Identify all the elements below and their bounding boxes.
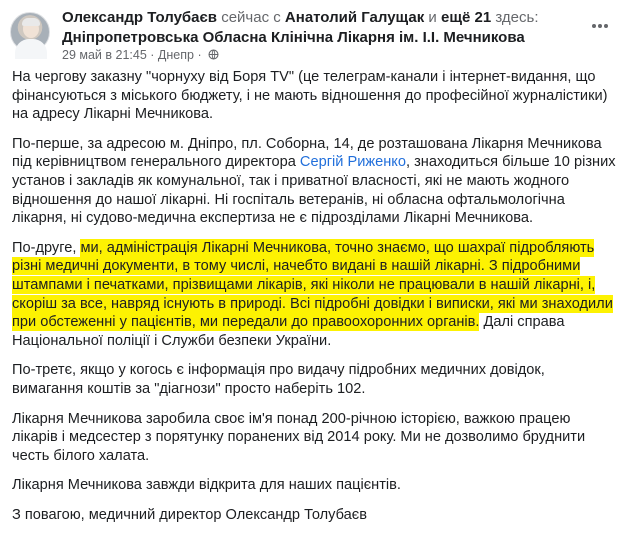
author-name[interactable]: Олександр Толубаєв (62, 9, 218, 26)
paragraph-3 (12, 239, 616, 351)
here-text: здесь: (495, 9, 539, 26)
tagged-person[interactable]: Анатолий Галущак (284, 9, 425, 26)
highlighted-text: ми, адміністрація Лікарні Мечникова, точно знаємо, що шахраї підробляють різні медичні документи, в тому числі, начебто видані в нашій лікарні. З підробними штампами і печатками, прізвищами лікарів, які ніколи не працювали в нашій лікарні, і, скоріш за все, навряд існують в природі. Всі підробні довідки і виписки, які ми знаходили при обстеженні у пацієнтів, ми передали до правоохоронних органів. (12, 239, 613, 331)
more-options-icon[interactable] (590, 16, 610, 36)
meta-separator-2: · (197, 48, 202, 62)
paragraph-1: На чергову заказну "чорнуху від Боря TV" (це телеграм-канали і інтернет-видання, що фінансуються з міського бюджету, і не мають відношення до професійної журналістики) на адресу Лікарні Мечникова. (12, 69, 608, 123)
meta-separator: · (150, 48, 155, 62)
paragraph-7: З повагою, медичний директор Олександр Толубаєв (12, 506, 367, 523)
post-meta (62, 48, 219, 62)
post-body (12, 68, 616, 535)
author-avatar[interactable] (10, 12, 50, 52)
paragraph-2-text-b: , знаходиться більше 10 різних установ і закладів як комунальної, так і приватної власності, які не мають жодного відношення до нашої лікарні. Ні госпіталь ветеранів, ні обласна офтальмологічна лікарня, ні судово-медична експертиза не є підрозділами Лікарні Мечникова. (12, 154, 616, 227)
and-text: и (428, 9, 437, 26)
paragraph-5: Лікарня Мечникова заробила своє ім'я понад 200-річною історією, важкою працею лікарів і медсестер з порятунку поранених від 2014 року. Ми не дозволимо бруднити честь білого халата. (12, 410, 586, 464)
paragraph-6: Лікарня Мечникова завжди відкрита для наших пацієнтів. (12, 477, 401, 494)
mention-link[interactable]: Сергій Риженко (299, 154, 406, 171)
paragraph-3-text-a: По-друге, (12, 239, 77, 256)
paragraph-2-text-a: По-перше, за адресою м. Дніпро, пл. Соборна, 14, де розташована Лікарня Мечникова під керівництвом генерального директора (12, 135, 602, 171)
post-header (10, 6, 614, 62)
paragraph-4: По-третє, якщо у когось є інформація про видачу підробних медичних довідок, вимагання коштів за "діагнози" просто наберіть 102. (12, 362, 545, 397)
post-date[interactable]: 29 май в 21:45 (62, 48, 147, 62)
paragraph-3-text-b: Далі справа Національної поліції і Служби безпеки України. (12, 314, 565, 349)
tagged-others[interactable]: ещё 21 (440, 9, 492, 26)
globe-icon (208, 49, 219, 60)
place-link[interactable]: Дніпропетровська Обласна Клінічна Лікарня ім. І.І. Мечникова (62, 29, 525, 46)
post-header-line (62, 8, 538, 28)
with-text: сейчас с (221, 9, 281, 26)
paragraph-2 (12, 135, 616, 228)
post-city[interactable]: Днепр (157, 48, 194, 62)
